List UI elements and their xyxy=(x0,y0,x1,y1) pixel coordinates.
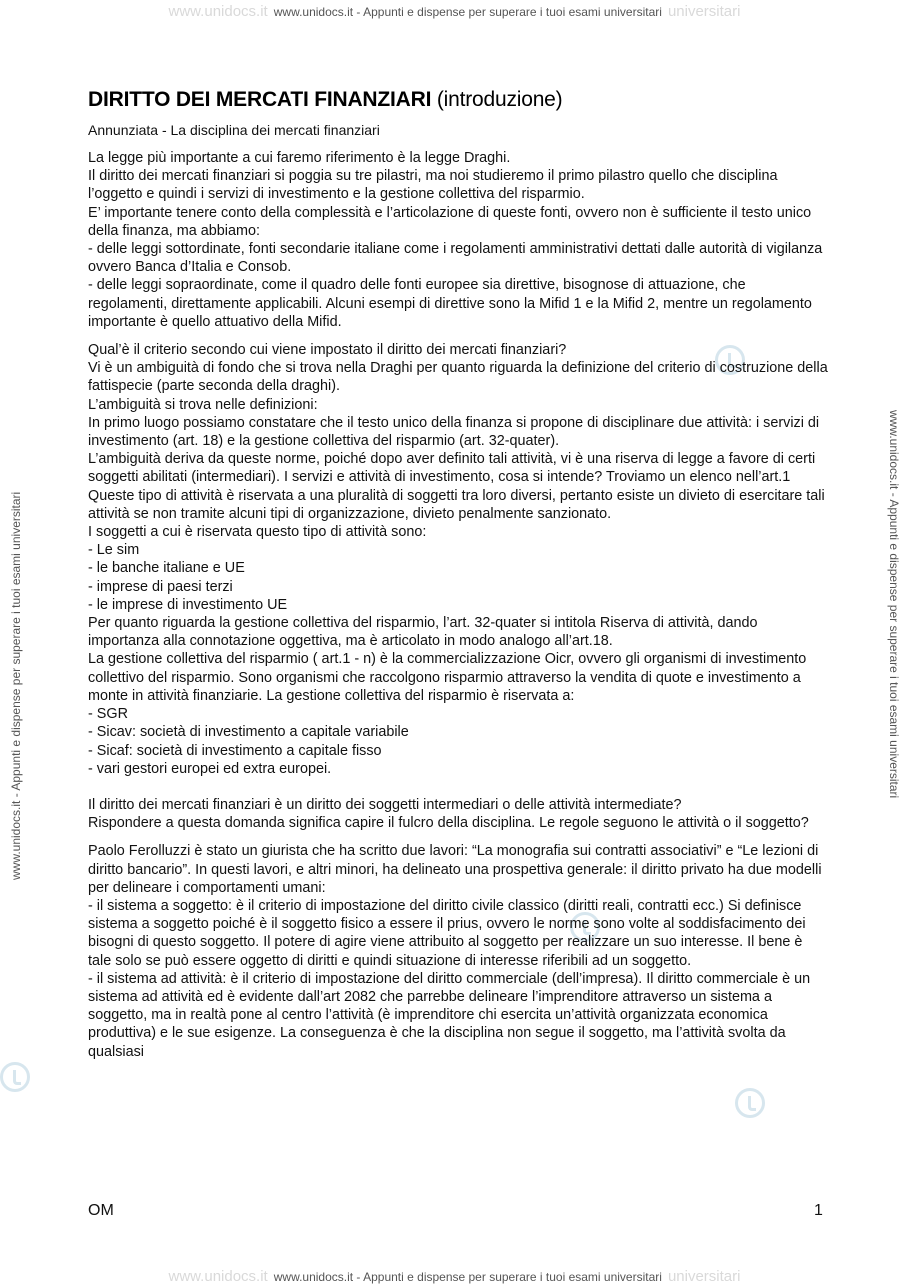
unidocs-logo-icon xyxy=(0,1062,30,1092)
page-number: 1 xyxy=(814,1202,823,1219)
title-bold: DIRITTO DEI MERCATI FINANZIARI xyxy=(88,88,432,111)
watermark-faded-right: universitari xyxy=(667,1268,741,1285)
watermark-text: www.unidocs.it - Appunti e dispense per superare i tuoi esami universitari xyxy=(273,1270,662,1284)
document-subtitle: Annunziata - La disciplina dei mercati finanziari xyxy=(88,122,380,138)
document-body xyxy=(88,88,828,1071)
watermark-top xyxy=(0,3,909,20)
paragraph-sources: La legge più importante a cui faremo riferimento è la legge Draghi. Il diritto dei mercati finanziari si poggia su tre pilastri, ma noi studieremo il primo pilastro quello che disciplina l’oggetto e quindi i servizi di investimento e la gestione collettiva del risparmio. E’ importante tenere conto della complessità e l’articolazione di queste fonti, ovvero non è sufficiente il testo unico della finanza, ma abbiamo: - delle leggi sottordinate, fonti secondarie italiane come i regolamenti amministrativi dettati dalle autorità di vigilanza ovvero Banca d’Italia e Consob. - delle leggi sopraordinate, come il quadro delle fonti europee sia direttive, bisognose di attuazione, che regolamenti, direttamente applicabili. Alcuni esempi di direttive sono la Mifid 1 e la Mifid 2, mentre un regolamento importante è quello attuativo della Mifid. xyxy=(88,150,823,330)
title-light: (introduzione) xyxy=(436,88,563,111)
footer-author: OM xyxy=(88,1202,114,1219)
watermark-side-right-text: www.unidocs.it - Appunti e dispense per superare i tuoi esami universitari xyxy=(887,410,901,799)
watermark-side-left-text: www.unidocs.it - Appunti e dispense per superare i tuoi esami universitari xyxy=(9,491,23,880)
watermark-bottom xyxy=(0,1268,909,1285)
paragraph-question: Il diritto dei mercati finanziari è un diritto dei soggetti intermediari o delle attività intermediate? Rispondere a questa domanda significa capire il fulcro della disciplina. Le regole seguono le attività o il soggetto? xyxy=(88,796,809,832)
watermark-faded-right: universitari xyxy=(667,3,741,20)
watermark-faded-left: www.unidocs.it xyxy=(168,1268,268,1285)
watermark-side-left xyxy=(0,0,30,1286)
unidocs-logo-icon xyxy=(735,1088,765,1118)
paragraph-ferolluzzi: Paolo Ferolluzzi è stato un giurista che ha scritto due lavori: “La monografia sui contratti associativi” e “Le lezioni di diritto bancario”. In questi lavori, e altri minori, ha delineato una prospettiva generale: il diritto privato ha due modelli per delineare i comportamenti umani: - il sistema a soggetto: è il criterio di impostazione del diritto civile classico (diritti reali, contratti ecc.) Si definisce sistema a soggetto poiché è il soggetto fisico a essere il prius, ovvero le norme sono volte al soddisfacimento dei bisogni di questo soggetto. Il potere di agire viene attribuito al soggetto per realizzare un suo interesse. Il bene è tale solo se può essere oggetto di diritti e quindi situazione di interesse riferibili ad un soggetto. - il sistema ad attività: è il criterio di impostazione del diritto commerciale (dell’impresa). Il diritto commerciale è un sistema ad attività ed è evidente dall’art 2082 che parrebbe delineare l’imprenditore attraverso un sistema a soggetto, ma in realtà pone al centro l’attività (è imprenditore chi esercita un’attività organizzata economica produttiva) e le sue esigenze. La conseguenza è che la disciplina non segue il soggetto, ma l’attività svolta da qualsiasi xyxy=(88,843,822,1060)
watermark-text: www.unidocs.it - Appunti e dispense per superare i tuoi esami universitari xyxy=(273,5,662,19)
document-title xyxy=(88,88,828,112)
paragraph-criteria: Qual’è il criterio secondo cui viene impostato il diritto dei mercati finanziari? Vi è un ambiguità di fondo che si trova nella Draghi per quanto riguarda la definizione del criterio di costruzione della fattispecie (parte seconda della draghi). L’ambiguità si trova nelle definizioni: In primo luogo possiamo constatare che il testo unico della finanza si propone di disciplinare due attività: i servizi di investimento (art. 18) e la gestione collettiva del risparmio (art. 32-quater). L’ambiguità deriva da queste norme, poiché dopo aver definito tali attività, vi è una riserva di legge a favore di certi soggetti abilitati (intermediari). I servizi e attività di investimento, cosa si intende? Troviamo un elenco nell’art.1 Queste tipo di attività è riservata a una pluralità di soggetti tra loro diversi, pertanto esiste un divieto di esercitare tali attività se non tramite alcuni tipi di organizzazione, divieto penalmente sanzionato. I soggetti a cui è riservata questo tipo di attività sono: - Le sim - le banche italiane e UE - imprese di paesi terzi - le imprese di investimento UE Per quanto riguarda la gestione collettiva del risparmio, l’art. 32-quater si intitola Riserva di attività, dando importanza alla connotazione oggettiva, ma è articolato in modo analogo all’art.18. La gestione collettiva del risparmio ( art.1 - n) è la commercializzazione Oicr, ovvero gli organismi di investimento collettivo del risparmio. Sono organismi che raccolgono risparmio attraverso la vendita di quote e investimento a monte in attività finanziarie. La gestione collettiva del risparmio è riservata a: - SGR - Sicav: società di investimento a capitale variabile - Sicaf: società di investimento a capitale fisso - vari gestori europei ed extra europei. xyxy=(88,342,828,777)
watermark-faded-left: www.unidocs.it xyxy=(168,3,268,20)
watermark-side-right xyxy=(879,0,909,1286)
